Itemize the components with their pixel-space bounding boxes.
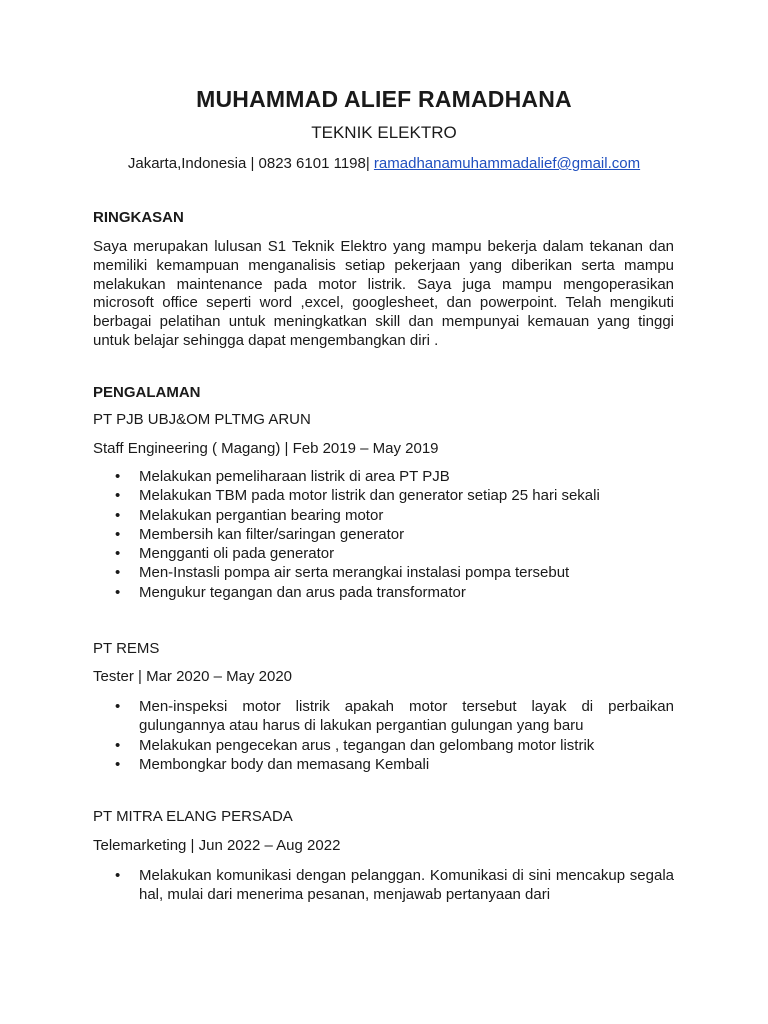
experience-heading: PENGALAMAN — [93, 384, 201, 401]
job-task: • Mengganti oli pada generator — [93, 544, 674, 563]
email-link[interactable]: ramadhanamuhammadalief@gmail.com — [373, 155, 641, 172]
job-task: • Membongkar body dan memasang Kembali — [93, 755, 674, 774]
job-task: • Membersih kan filter/saringan generator — [93, 525, 674, 544]
job-role: Tester | Mar 2020 – May 2020 — [93, 668, 292, 685]
job-company: PT PJB UBJ&OM PLTMG ARUN — [93, 411, 311, 428]
job-task: • Men-Instasli pompa air serta merangkai instalasi pompa tersebut — [93, 563, 674, 582]
job-task: • Mengukur tegangan dan arus pada transformator — [93, 583, 674, 602]
job-task: • Melakukan pengecekan arus , tegangan dan gelombang motor listrik — [93, 736, 674, 755]
job-task-list — [93, 697, 674, 774]
job-company: PT MITRA ELANG PERSADA — [93, 808, 293, 825]
job-role: Staff Engineering ( Magang) | Feb 2019 – May 2019 — [93, 440, 439, 457]
job-task-list — [93, 467, 674, 602]
job-role: Telemarketing | Jun 2022 – Aug 2022 — [93, 837, 341, 854]
job-task: • Melakukan TBM pada motor listrik dan generator setiap 25 hari sekali — [93, 486, 674, 505]
summary-heading: RINGKASAN — [93, 209, 184, 226]
job-task: • Men-inspeksi motor listrik apakah motor tersebut layak di perbaikan gulungannya atau harus di lakukan pergantian gulungan yang baru — [93, 697, 674, 736]
summary-text: Saya merupakan lulusan S1 Teknik Elektro yang mampu bekerja dalam tekanan dan memiliki kemampuan menganalisis setiap pekerjaan yang diberikan serta mampu melakukan maintenance pada motor listrik. Saya juga mampu mengoperasikan microsoft office seperti word ,excel, googlesheet, dan powerpoint. Telah mengikuti berbagai pelatihan untuk meningkatkan skill dan mempunyai kemauan yang tinggi untuk belajar sehingga dapat mengembangkan diri . — [93, 238, 674, 349]
candidate-name: MUHAMMAD ALIEF RAMADHANA — [196, 86, 572, 112]
job-company: PT REMS — [93, 640, 160, 657]
job-task: • Melakukan pemeliharaan listrik di area PT PJB — [93, 467, 674, 486]
job-task: • Melakukan komunikasi dengan pelanggan. Komunikasi di sini mencakup segala hal, mulai dari menerima pesanan, menjawab pertanyaan dari — [93, 866, 674, 905]
candidate-field: TEKNIK ELEKTRO — [311, 123, 457, 142]
contact-location-phone: Jakarta,Indonesia | 0823 6101 1198| — [127, 155, 370, 172]
job-task-list — [93, 866, 674, 905]
page-cut-off — [93, 866, 674, 906]
contact-line — [0, 155, 768, 172]
job-task: • Melakukan pergantian bearing motor — [93, 506, 674, 525]
